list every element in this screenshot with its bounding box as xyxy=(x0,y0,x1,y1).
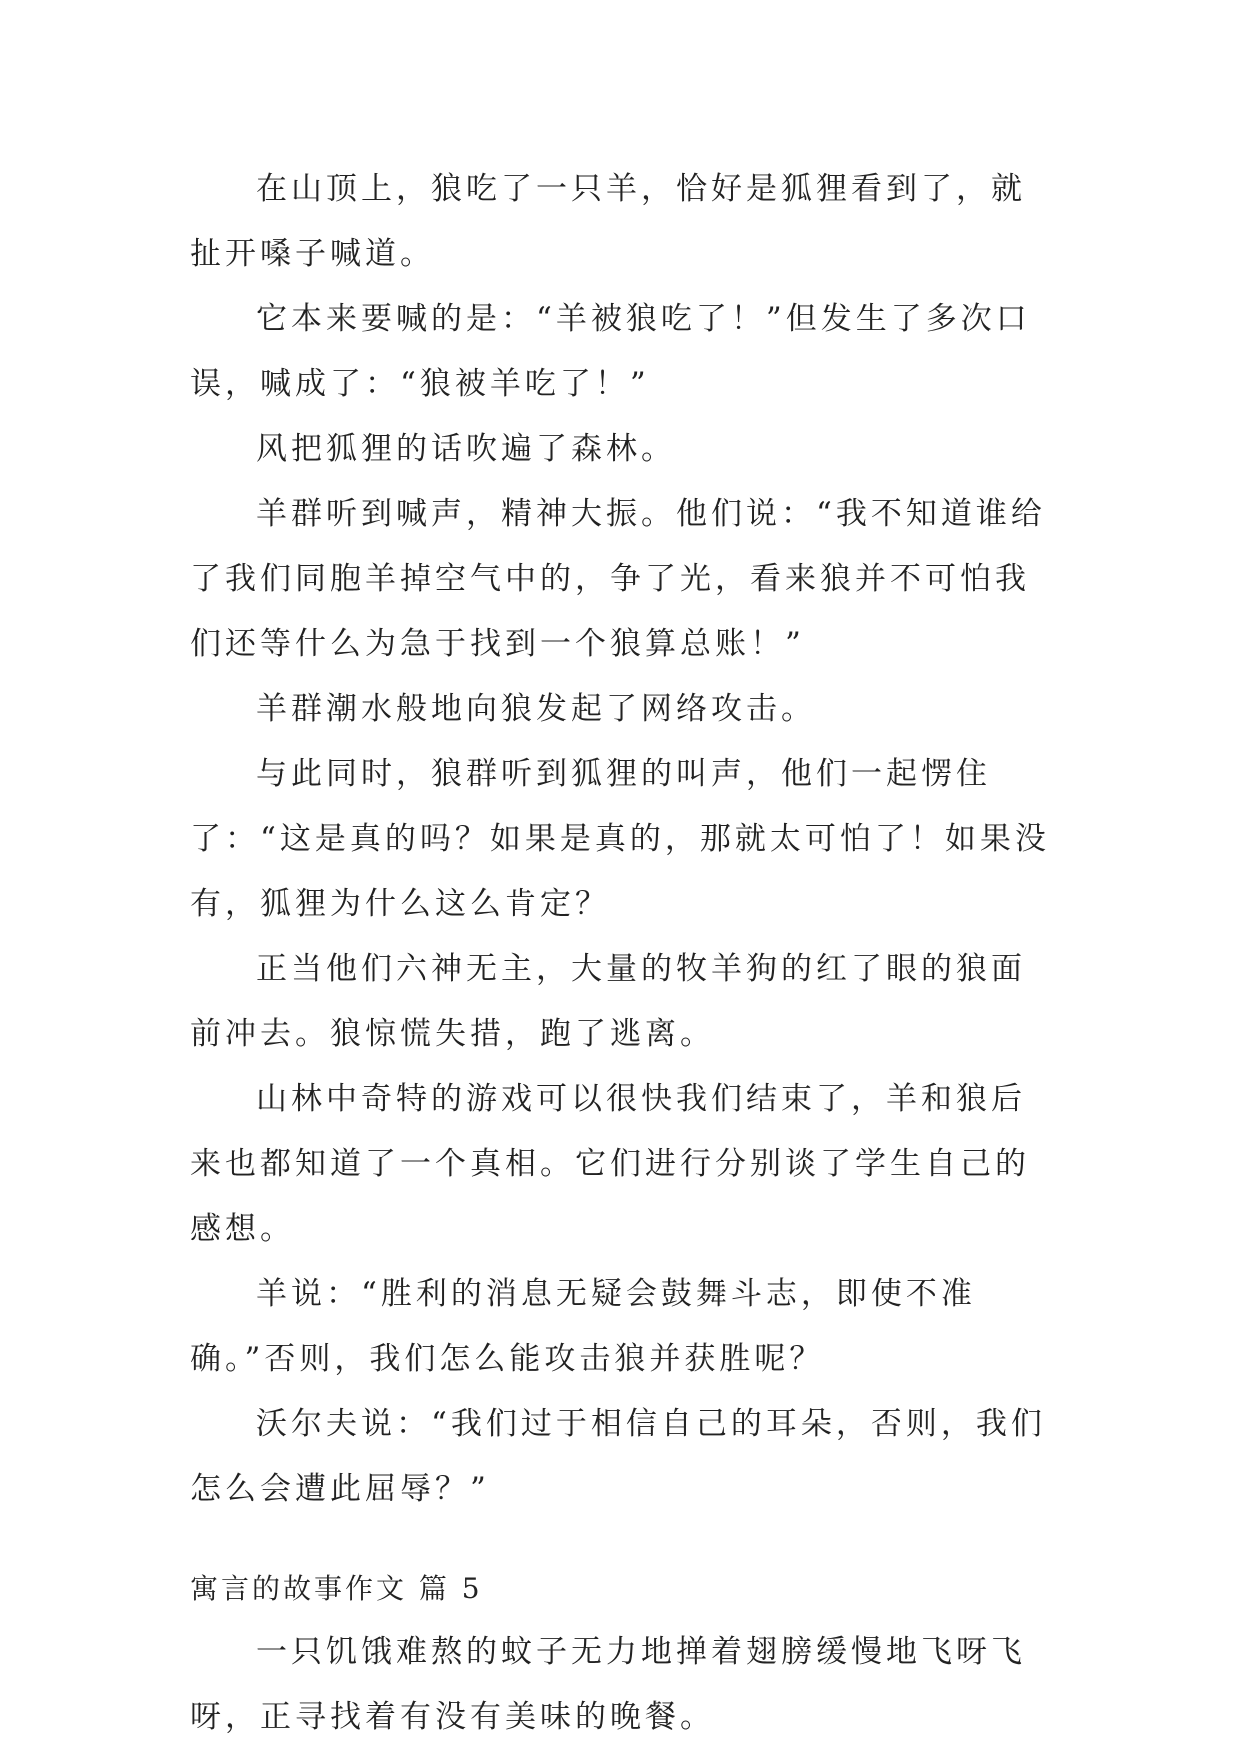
paragraph: 在山顶上，狼吃了一只羊，恰好是狐狸看到了，就扯开嗓子喊道。 xyxy=(190,171,1026,272)
paragraph: 一只饥饿难熬的蚊子无力地掸着翅膀缓慢地飞呀飞呀，正寻找着有没有美味的晚餐。 xyxy=(190,1634,1026,1735)
paragraph: 沃尔夫说：“我们过于相信自己的耳朵，否则，我们怎么会遭此屈辱？” xyxy=(190,1406,1046,1507)
paragraph: 羊群潮水般地向狼发起了网络攻击。 xyxy=(256,691,816,727)
paragraph: 羊群听到喊声，精神大振。他们说：“我不知道谁给了我们同胞羊掉空气中的，争了光，看来狼并不可怕我们还等什么为急于找到一个狼算总账！” xyxy=(190,496,1046,662)
paragraph: 它本来要喊的是：“羊被狼吃了！”但发生了多次口误，喊成了：“狼被羊吃了！” xyxy=(190,301,1031,402)
paragraph: 羊说：“胜利的消息无疑会鼓舞斗志，即使不准确。”否则，我们怎么能攻击狼并获胜呢？ xyxy=(190,1276,976,1377)
paragraph: 风把狐狸的话吹遍了森林。 xyxy=(256,431,676,467)
paragraph: 与此同时，狼群听到狐狸的叫声，他们一起愣住了：“这是真的吗？如果是真的，那就太可怕了！如果没有，狐狸为什么这么肯定？ xyxy=(190,756,1050,922)
paragraph: 正当他们六神无主，大量的牧羊狗的红了眼的狼面前冲去。狼惊慌失措，跑了逃离。 xyxy=(190,951,1026,1052)
paragraph: 山林中奇特的游戏可以很快我们结束了，羊和狼后来也都知道了一个真相。它们进行分别谈了学生自己的感想。 xyxy=(190,1081,1030,1247)
document-body xyxy=(190,157,1060,1750)
section-heading: 寓言的故事作文 篇 5 xyxy=(190,1572,483,1605)
